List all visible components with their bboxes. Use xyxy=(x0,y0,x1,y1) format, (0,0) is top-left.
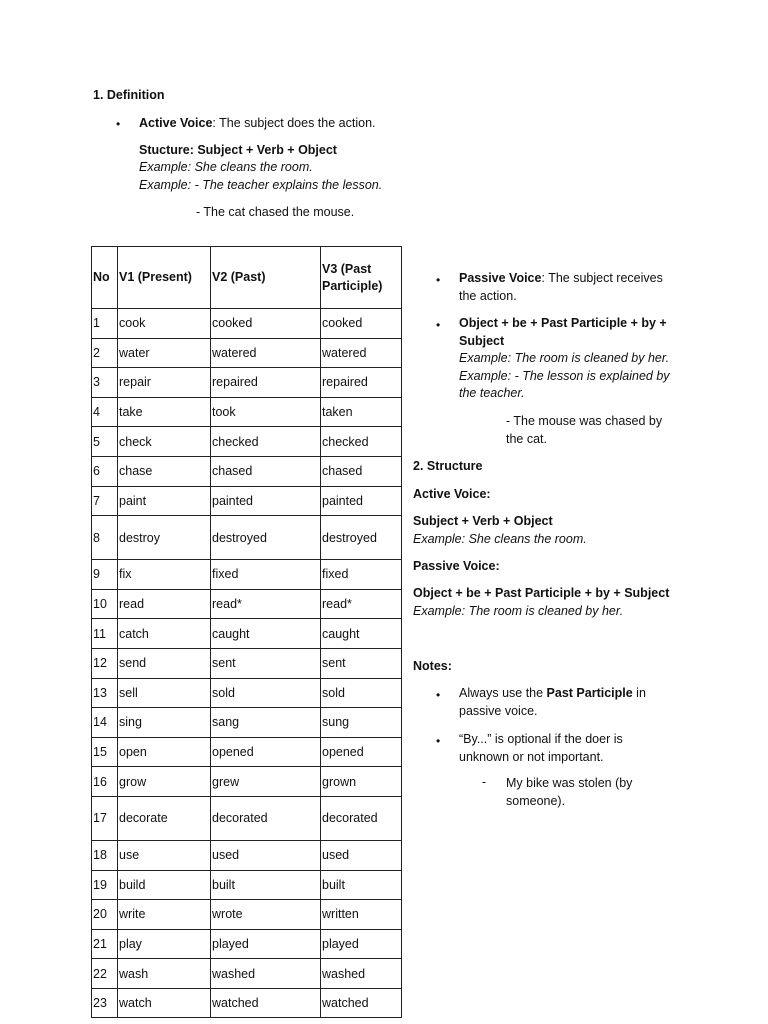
table-header-row xyxy=(92,247,402,309)
cell-v3: played xyxy=(321,929,402,959)
cell-no: 6 xyxy=(92,456,118,486)
cell-v3: built xyxy=(321,870,402,900)
cell-v1: cook xyxy=(118,309,211,339)
cell-no: 20 xyxy=(92,900,118,930)
cell-v3: cooked xyxy=(321,309,402,339)
bullet: • xyxy=(436,734,441,748)
cell-no: 12 xyxy=(92,648,118,678)
cell-no: 3 xyxy=(92,368,118,398)
table-row xyxy=(92,368,402,398)
table-row xyxy=(92,486,402,516)
cell-v1: water xyxy=(118,338,211,368)
table-row xyxy=(92,708,402,738)
cell-v1: catch xyxy=(118,619,211,649)
bullet: • xyxy=(436,273,441,287)
passive-formula-block: Object + be + Past Participle + by + Subject Example: The room is cleaned by her. Example: - The lesson is explained by the teacher. xyxy=(459,316,670,400)
bullet: • xyxy=(116,117,121,131)
cell-v2: wrote xyxy=(211,900,321,930)
cell-no: 4 xyxy=(92,397,118,427)
active-voice-heading: Active Voice: xyxy=(413,487,491,501)
cell-v3: fixed xyxy=(321,560,402,590)
table-row xyxy=(92,648,402,678)
table-row xyxy=(92,870,402,900)
cell-v3: read* xyxy=(321,589,402,619)
cell-no: 1 xyxy=(92,309,118,339)
cell-v3: caught xyxy=(321,619,402,649)
cell-no: 23 xyxy=(92,988,118,1018)
table-row xyxy=(92,900,402,930)
cell-v1: repair xyxy=(118,368,211,398)
header-v3: V3 (Past Participle) xyxy=(321,247,402,309)
header-v2: V2 (Past) xyxy=(211,247,321,309)
cell-v3: sent xyxy=(321,648,402,678)
cell-v1: fix xyxy=(118,560,211,590)
table-row xyxy=(92,560,402,590)
cell-v3: opened xyxy=(321,737,402,767)
header-v1: V1 (Present) xyxy=(118,247,211,309)
cell-v3: written xyxy=(321,900,402,930)
cell-v2: chased xyxy=(211,456,321,486)
cell-v2: painted xyxy=(211,486,321,516)
cell-v3: destroyed xyxy=(321,516,402,560)
cell-v1: destroy xyxy=(118,516,211,560)
table-row xyxy=(92,309,402,339)
cell-v3: decorated xyxy=(321,796,402,840)
cell-v1: sell xyxy=(118,678,211,708)
table-row xyxy=(92,678,402,708)
cell-v2: watered xyxy=(211,338,321,368)
cell-v2: decorated xyxy=(211,796,321,840)
cell-v2: sang xyxy=(211,708,321,738)
cell-v3: chased xyxy=(321,456,402,486)
table-row xyxy=(92,796,402,840)
cell-v1: open xyxy=(118,737,211,767)
cell-no: 7 xyxy=(92,486,118,516)
cell-v3: painted xyxy=(321,486,402,516)
cell-no: 11 xyxy=(92,619,118,649)
cell-no: 18 xyxy=(92,840,118,870)
example-line: Example: - The teacher explains the lesson. xyxy=(139,178,383,192)
cell-v3: used xyxy=(321,840,402,870)
cell-v2: washed xyxy=(211,959,321,989)
cell-no: 14 xyxy=(92,708,118,738)
cell-no: 21 xyxy=(92,929,118,959)
cell-v2: read* xyxy=(211,589,321,619)
cell-v3: repaired xyxy=(321,368,402,398)
header-no: No xyxy=(92,247,118,309)
cell-v1: watch xyxy=(118,988,211,1018)
cell-v2: took xyxy=(211,397,321,427)
cell-no: 5 xyxy=(92,427,118,457)
cell-v2: cooked xyxy=(211,309,321,339)
notes-heading: Notes: xyxy=(413,659,452,673)
table-row xyxy=(92,516,402,560)
cell-v1: write xyxy=(118,900,211,930)
cell-v2: watched xyxy=(211,988,321,1018)
note-item: Always use the Past Participle in passive voice. xyxy=(459,686,646,718)
cell-v1: read xyxy=(118,589,211,619)
passive-structure: Object + be + Past Participle + by + Subject Example: The room is cleaned by her. xyxy=(413,586,670,618)
cell-v2: destroyed xyxy=(211,516,321,560)
cell-v1: paint xyxy=(118,486,211,516)
cell-no: 17 xyxy=(92,796,118,840)
table-row xyxy=(92,589,402,619)
cell-v1: check xyxy=(118,427,211,457)
cell-v3: taken xyxy=(321,397,402,427)
passive-voice-definition: Passive Voice: The subject receives the action. xyxy=(459,271,663,303)
cell-v2: sent xyxy=(211,648,321,678)
cell-v1: decorate xyxy=(118,796,211,840)
cell-v2: caught xyxy=(211,619,321,649)
structure-formula: Stucture: Subject + Verb + Object xyxy=(139,143,337,157)
table-row xyxy=(92,737,402,767)
example-line: - The cat chased the mouse. xyxy=(196,205,355,219)
table-row xyxy=(92,840,402,870)
note-item: “By...” is optional if the doer is unknown or not important. xyxy=(459,732,623,764)
cell-v1: use xyxy=(118,840,211,870)
cell-no: 19 xyxy=(92,870,118,900)
table-row xyxy=(92,767,402,797)
table-row xyxy=(92,988,402,1018)
passive-voice-heading: Passive Voice: xyxy=(413,559,500,573)
cell-v3: watched xyxy=(321,988,402,1018)
cell-v1: wash xyxy=(118,959,211,989)
passive-example: - The mouse was chased by the cat. xyxy=(506,414,663,446)
cell-v2: sold xyxy=(211,678,321,708)
table-row xyxy=(92,619,402,649)
cell-v2: opened xyxy=(211,737,321,767)
cell-no: 13 xyxy=(92,678,118,708)
table-row xyxy=(92,397,402,427)
table-row xyxy=(92,427,402,457)
cell-v2: checked xyxy=(211,427,321,457)
cell-v1: send xyxy=(118,648,211,678)
section-heading-definition: 1. Definition xyxy=(93,88,165,102)
cell-v3: grown xyxy=(321,767,402,797)
dash-marker: - xyxy=(482,775,487,789)
cell-v3: sold xyxy=(321,678,402,708)
cell-v2: used xyxy=(211,840,321,870)
cell-v3: checked xyxy=(321,427,402,457)
cell-v1: play xyxy=(118,929,211,959)
cell-v2: fixed xyxy=(211,560,321,590)
cell-v1: sing xyxy=(118,708,211,738)
cell-no: 10 xyxy=(92,589,118,619)
bullet: • xyxy=(436,318,441,332)
cell-v3: watered xyxy=(321,338,402,368)
table-row xyxy=(92,959,402,989)
active-voice-definition: Active Voice: The subject does the action. xyxy=(139,116,376,130)
cell-no: 15 xyxy=(92,737,118,767)
cell-v3: washed xyxy=(321,959,402,989)
verb-table xyxy=(91,246,402,1018)
note-example: My bike was stolen (by someone). xyxy=(506,776,633,808)
cell-v3: sung xyxy=(321,708,402,738)
table-row xyxy=(92,338,402,368)
table-row xyxy=(92,929,402,959)
cell-no: 22 xyxy=(92,959,118,989)
cell-v1: build xyxy=(118,870,211,900)
cell-v2: grew xyxy=(211,767,321,797)
cell-no: 2 xyxy=(92,338,118,368)
section-heading-structure: 2. Structure xyxy=(413,459,483,473)
cell-v2: played xyxy=(211,929,321,959)
active-structure: Subject + Verb + Object Example: She cleans the room. xyxy=(413,514,587,546)
cell-v2: repaired xyxy=(211,368,321,398)
example-line: Example: She cleans the room. xyxy=(139,160,313,174)
table-row xyxy=(92,456,402,486)
cell-no: 8 xyxy=(92,516,118,560)
cell-v1: grow xyxy=(118,767,211,797)
cell-v1: take xyxy=(118,397,211,427)
cell-v1: chase xyxy=(118,456,211,486)
cell-no: 9 xyxy=(92,560,118,590)
cell-v2: built xyxy=(211,870,321,900)
cell-no: 16 xyxy=(92,767,118,797)
bullet: • xyxy=(436,688,441,702)
